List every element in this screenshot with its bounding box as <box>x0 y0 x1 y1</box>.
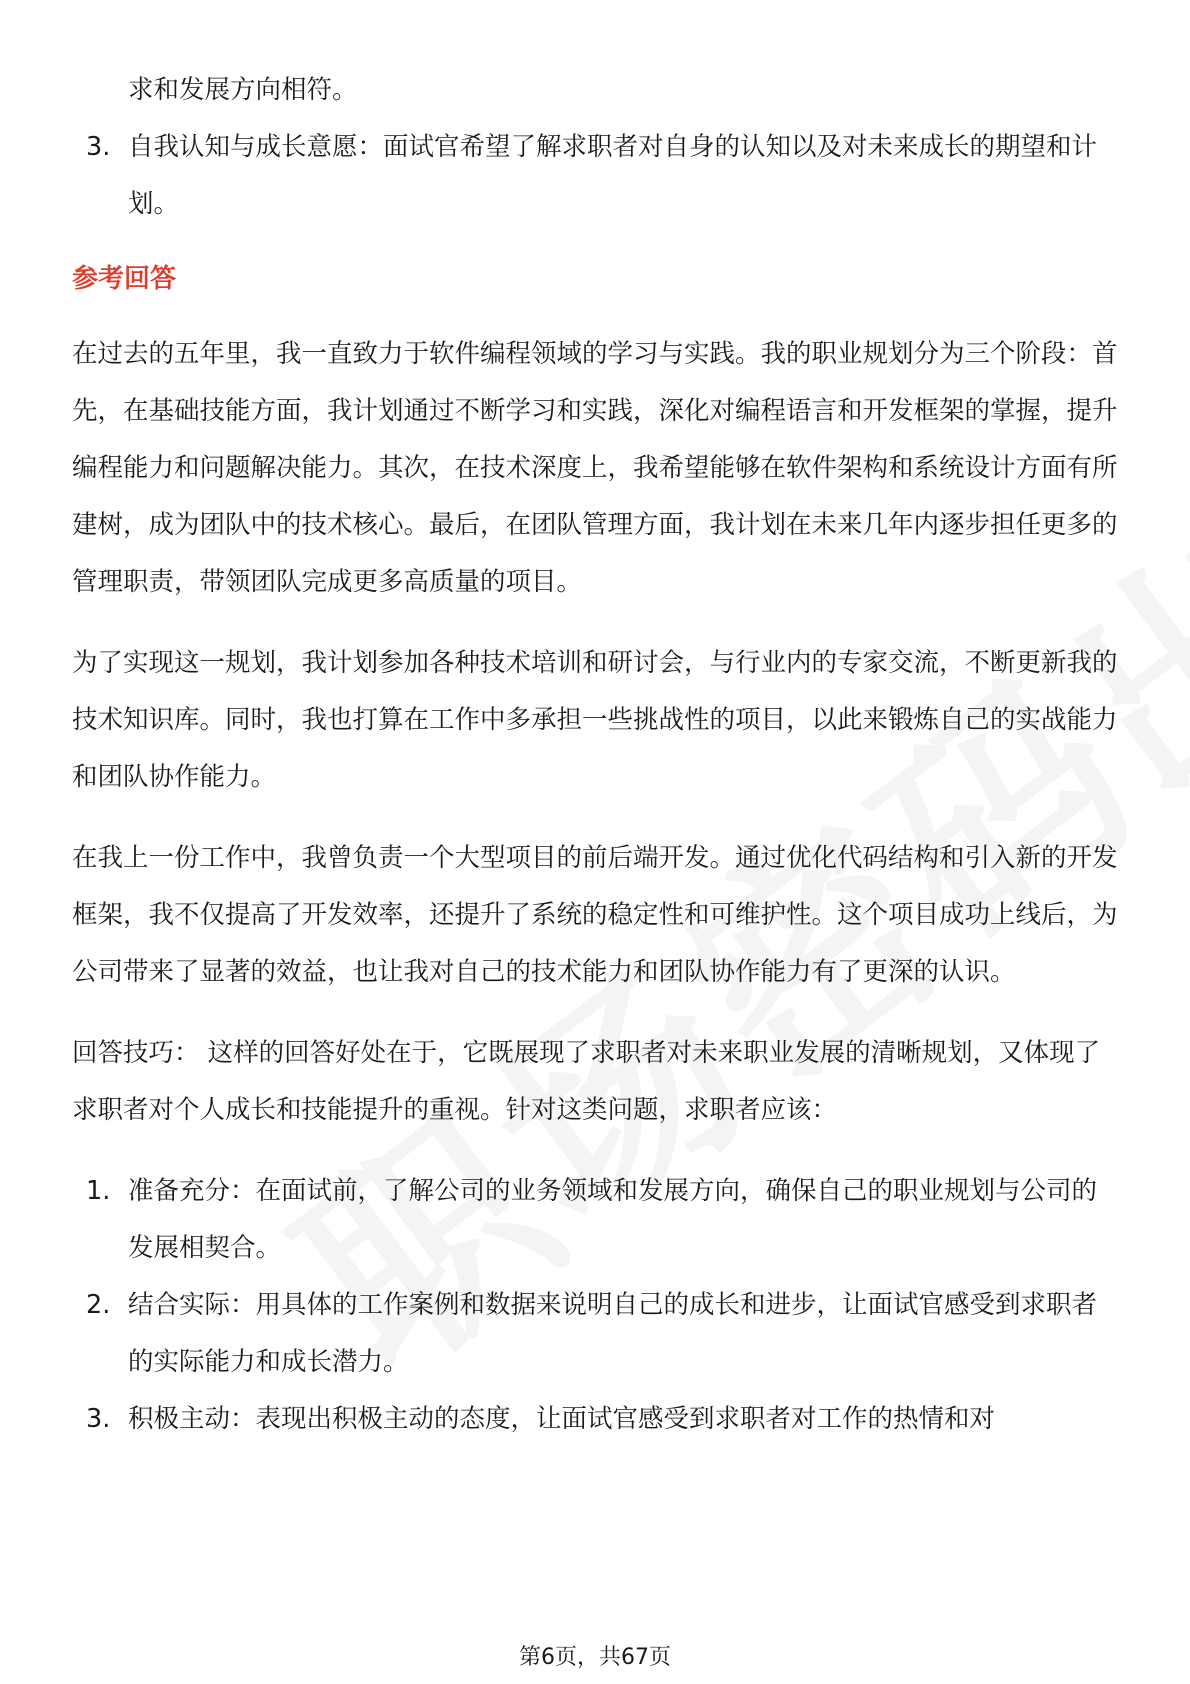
section-heading: 参考回答 <box>72 264 177 294</box>
list-item-text: 积极主动：表现出积极主动的态度，让面试官感受到求职者对工作的热情和对 <box>128 1404 996 1434</box>
list-item <box>72 1163 1122 1277</box>
top-list <box>72 119 1122 233</box>
paragraph: 在过去的五年里，我一直致力于软件编程领域的学习与实践。我的职业规划分为三个阶段：首先，在基础技能方面，我计划通过不断学习和实践，深化对编程语言和开发框架的掌握，提升编程能力和问题解决能力。其次，在技术深度上，我希望能够在软件架构和系统设计方面有所建树，成为团队中的技术核心。最后，在团队管理方面，我计划在未来几年内逐步担任更多的管理职责，带领团队完成更多高质量的项目。 <box>72 339 1118 597</box>
continuation-line: 求和发展方向相符。 <box>128 75 358 105</box>
list-item-text: 结合实际：用具体的工作案例和数据来说明自己的成长和进步，让面试官感受到求职者的实际能力和成长潜力。 <box>128 1290 1098 1377</box>
list-item <box>72 1277 1122 1391</box>
list-number: 3. <box>86 132 111 162</box>
tips-list <box>72 1163 1122 1448</box>
list-item <box>72 1391 1122 1448</box>
page-footer: 第6页，共67页 <box>519 1645 671 1670</box>
list-number: 3. <box>86 1404 111 1434</box>
answer-tips-paragraph: 回答技巧： 这样的回答好处在于，它既展现了求职者对未来职业发展的清晰规划，又体现了求职者对个人成长和技能提升的重视。针对这类问题，求职者应该： <box>72 1038 1101 1125</box>
list-item-text: 准备充分：在面试前，了解公司的业务领域和发展方向，确保自己的职业规划与公司的发展相契合。 <box>128 1176 1098 1263</box>
paragraph: 为了实现这一规划，我计划参加各种技术培训和研讨会，与行业内的专家交流，不断更新我的技术知识库。同时，我也打算在工作中多承担一些挑战性的项目，以此来锻炼自己的实战能力和团队协作能力。 <box>72 648 1118 792</box>
list-number: 1. <box>86 1176 111 1206</box>
list-item <box>72 119 1122 233</box>
paragraph: 在我上一份工作中，我曾负责一个大型项目的前后端开发。通过优化代码结构和引入新的开发框架，我不仅提高了开发效率，还提升了系统的稳定性和可维护性。这个项目成功上线后，为公司带来了显著的效益，也让我对自己的技术能力和团队协作能力有了更深的认识。 <box>72 843 1118 987</box>
list-number: 2. <box>86 1290 111 1320</box>
page-content <box>72 62 1122 1448</box>
list-item-text: 自我认知与成长意愿：面试官希望了解求职者对自身的认知以及对未来成长的期望和计划。 <box>128 132 1098 219</box>
